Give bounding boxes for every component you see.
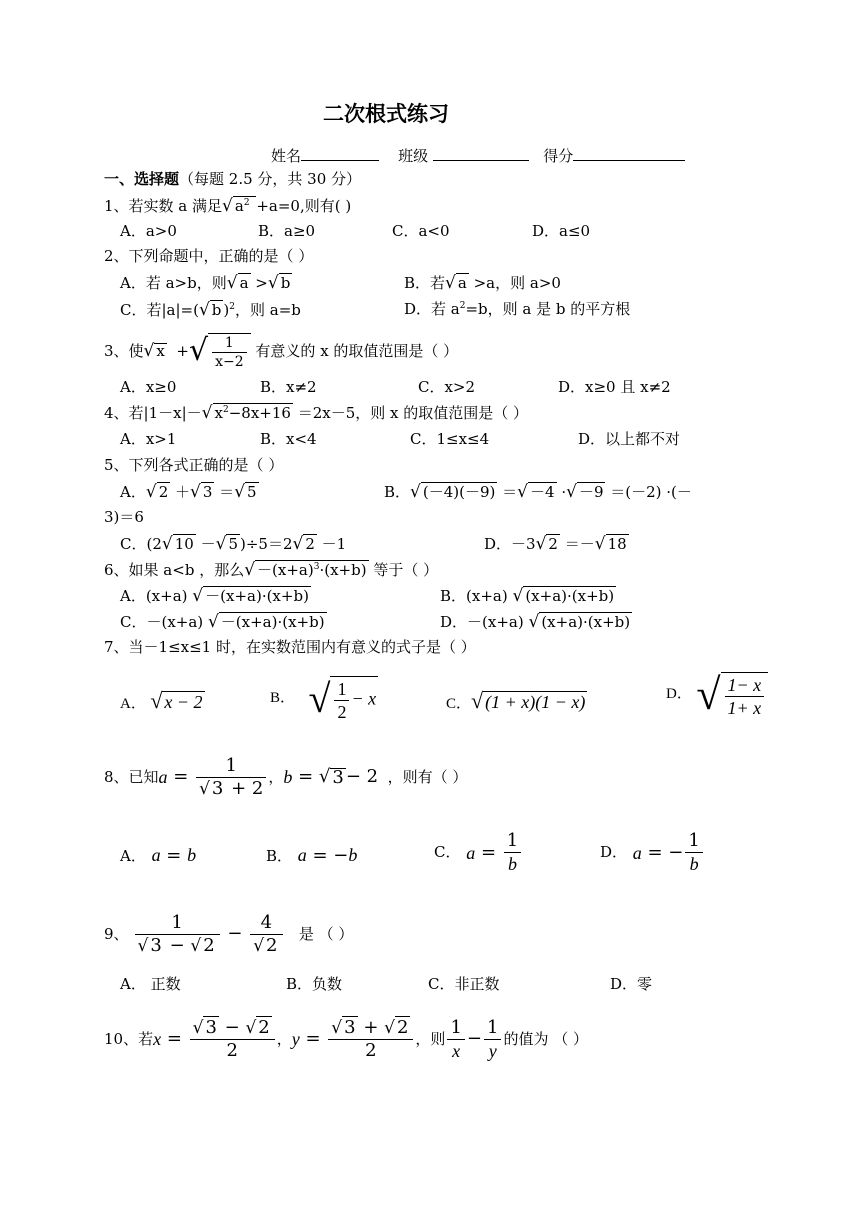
q5-option-c[interactable]: C．(2√ 10 －√ 5 )÷5＝2√ 2 －1 (120, 534, 347, 554)
page-title: 二次根式练习 (323, 102, 449, 126)
q2-a-text: A．若 a>b，则 (120, 274, 227, 292)
q5-option-a[interactable]: A．√ 2 ＋√ 3 ＝√ 5 (120, 482, 257, 502)
q7-c-text: C． (446, 696, 472, 712)
question-9-stem: 9、 $\frac{1}{√ 3 - √ 2}$ − $\frac{4}{√ 2}$ 是 （ ） (104, 911, 354, 956)
q8-option-d[interactable]: D． a = − $\frac{1}{b}$ (600, 832, 705, 873)
q2-option-d[interactable]: D．若 $a^2=b$，则 a 是 b 的平方根 (404, 300, 631, 318)
q8-d-text: D． (600, 843, 628, 861)
q10-stem-mid: ，则 (415, 1029, 446, 1048)
class-label: 班级 (398, 147, 429, 165)
q3-stem-tail: 有意义的 x 的取值范围是（ ） (255, 341, 459, 360)
q8-stem-text: 8、已知 (104, 767, 159, 786)
q5-option-b[interactable]: B．√ (－4)(－9) ＝√ －4 ·√ －9 ＝(－2) ·(－ (384, 482, 692, 502)
q8-option-b[interactable]: B． a = −b (266, 845, 358, 866)
q3-option-d[interactable]: D．x≥0 且 x≠2 (558, 378, 671, 396)
q9-option-d[interactable]: D．零 (610, 975, 653, 993)
question-3-stem: 3、使 √ x + √ $\frac{1}{x-2}$ 有意义的 x 的取值范围是（ ） (104, 333, 459, 370)
q6-option-c[interactable]: C．－(x+a) √ －(x+a)·(x+b) (120, 612, 325, 632)
q8-a-text: A． (120, 847, 146, 865)
q6-c-text: C．－(x+a) (120, 613, 204, 631)
q7-option-d[interactable]: D． √ $\frac{1- x}{1+ x}$ (666, 672, 768, 717)
q6-d-text: D．－(x+a) (440, 613, 524, 631)
q2-d-tail: =b，则 a 是 b 的平方根 (465, 300, 631, 318)
question-8-stem: 8、已知 a = $\frac{1}{√ 3 + 2}$ ， b = √ 3 − 2 ，则有（ ） (104, 754, 468, 799)
q6-a-text: A．(x+a) (120, 587, 188, 605)
name-blank[interactable] (301, 146, 379, 161)
q4-stem-tail: ＝2x－5，则 x 的取值范围是（ ） (297, 404, 529, 422)
section-heading (104, 172, 361, 187)
q3-option-a[interactable]: A．x≥0 (120, 378, 177, 396)
q1-option-a[interactable]: A．a>0 (120, 222, 177, 240)
q8-option-a[interactable]: A． a = b (120, 845, 197, 866)
q7-a-text: A． (120, 696, 146, 712)
q5-d-text: D．－3 (484, 535, 536, 553)
q2-b-tail: ，则 a>0 (495, 274, 561, 292)
q5-b-text: B． (384, 483, 411, 501)
q4-option-c[interactable]: C．1≤x≤4 (410, 430, 490, 448)
question-2-stem: 2、下列命题中，正确的是（ ） (104, 247, 314, 265)
q4-option-d[interactable]: D．以上都不对 (578, 430, 681, 448)
q8-b-text: B． (266, 847, 293, 865)
q9-stem-text: 9、 (104, 924, 129, 943)
question-5-stem: 5、下列各式正确的是（ ） (104, 456, 284, 474)
score-blank[interactable] (573, 146, 685, 161)
q2-c-text: C．若|a|=( (120, 301, 199, 319)
q2-b-text: B．若 (404, 274, 446, 292)
section-note: （每题 2.5 分，共 30 分） (179, 170, 362, 188)
q1-option-d[interactable]: D．a≤0 (532, 222, 591, 240)
q5-a-text: A． (120, 483, 146, 501)
q1-option-b[interactable]: B．a≥0 (258, 222, 316, 240)
question-1-stem: 1、若实数 a 满足√ $a^2 +a=0$,则有( ) (104, 196, 352, 216)
q2-option-c[interactable]: C．若|a|=(√ b )$^2$，则 a=b (120, 300, 301, 320)
q2-d-text: D．若 a (404, 300, 460, 318)
q6-stem-tail: 等于（ ） (373, 561, 439, 579)
q8-c-text: C． (434, 843, 461, 861)
q5-option-b-wrap: 3)＝6 (104, 508, 144, 526)
q4-option-b[interactable]: B．x<4 (260, 430, 317, 448)
q8-option-c[interactable]: C． a = $\frac{1}{b}$ (434, 832, 523, 873)
q5-b-tail: ＝(－2) ·(－ (610, 483, 692, 501)
q1-stem-text: 1、若实数 a 满足 (104, 197, 223, 215)
q2-option-a[interactable]: A．若 a>b，则√ a >√ b (120, 273, 291, 293)
q6-option-b[interactable]: B．(x+a) √ (x+a)·(x+b) (440, 586, 615, 606)
q2-option-b[interactable]: B．若√ a >a，则 a>0 (404, 273, 561, 293)
q9-option-b[interactable]: B．负数 (286, 975, 343, 993)
question-6-stem: 6、如果 a<b ，那么√ $-(x+a)^3\cdot(x+b)$ 等于（ ） (104, 560, 439, 580)
q7-b-text: B． (270, 690, 296, 706)
q7-option-b[interactable]: B． √ $\frac{1}{2}$ − x (270, 675, 377, 722)
score-label: 得分 (543, 147, 574, 165)
student-info-line (271, 146, 685, 164)
q5-c-text: C．(2 (120, 535, 162, 553)
q3-stem-text: 3、使 (104, 341, 144, 360)
q4-option-a[interactable]: A．x>1 (120, 430, 177, 448)
q8-stem-tail: ，则有（ ） (387, 767, 468, 786)
q7-d-text: D． (666, 686, 692, 702)
q1-stem-tail: +a=0,则有( ) (256, 197, 352, 215)
q7-option-a[interactable]: A． √ x − 2 (120, 688, 203, 713)
question-7-stem: 7、当－1≤x≤1 时，在实数范围内有意义的式子是（ ） (104, 638, 476, 656)
q6-stem-text: 6、如果 a<b ，那么 (104, 561, 245, 579)
q9-option-c[interactable]: C．非正数 (428, 975, 500, 993)
q2-c-tail: ，则 a=b (235, 301, 301, 319)
q6-b-text: B．(x+a) (440, 587, 508, 605)
question-4-stem: 4、若|1－x|－√ $x^2-8x+16 =2x-5$，则 x 的取值范围是（ ） (104, 403, 529, 423)
q1-option-c[interactable]: C．a<0 (392, 222, 450, 240)
q9-stem-tail: 是 （ ） (298, 924, 354, 943)
q7-option-c[interactable]: C．√ (1 + x)(1 − x) (446, 688, 586, 713)
q6-option-d[interactable]: D．－(x+a) √ (x+a)·(x+b) (440, 612, 631, 632)
class-blank[interactable] (433, 146, 529, 161)
q9-option-a[interactable]: A． 正数 (120, 975, 181, 993)
q6-option-a[interactable]: A．(x+a) √ －(x+a)·(x+b) (120, 586, 309, 606)
q3-option-b[interactable]: B．x≠2 (260, 378, 317, 396)
q5-option-d[interactable]: D．－3√ 2 ＝－√ 18 (484, 534, 627, 554)
question-10-stem: 10、若 x = $\frac{√ 3 - √ 2}{2}$ ， y = $\frac{√ 3 + √ 2}{2}$ ，则 $\frac{1}{x}$ − $\frac{1}{y}$ 的值为 （ ） (104, 1016, 588, 1061)
section-title: 一、选择题 (104, 170, 180, 188)
q10-stem-tail: 的值为 （ ） (503, 1029, 588, 1048)
q3-option-c[interactable]: C．x>2 (418, 378, 476, 396)
q4-stem-text: 4、若|1－x|－ (104, 404, 202, 422)
q10-stem-text: 10、若 (104, 1029, 154, 1048)
name-label: 姓名 (271, 147, 302, 165)
